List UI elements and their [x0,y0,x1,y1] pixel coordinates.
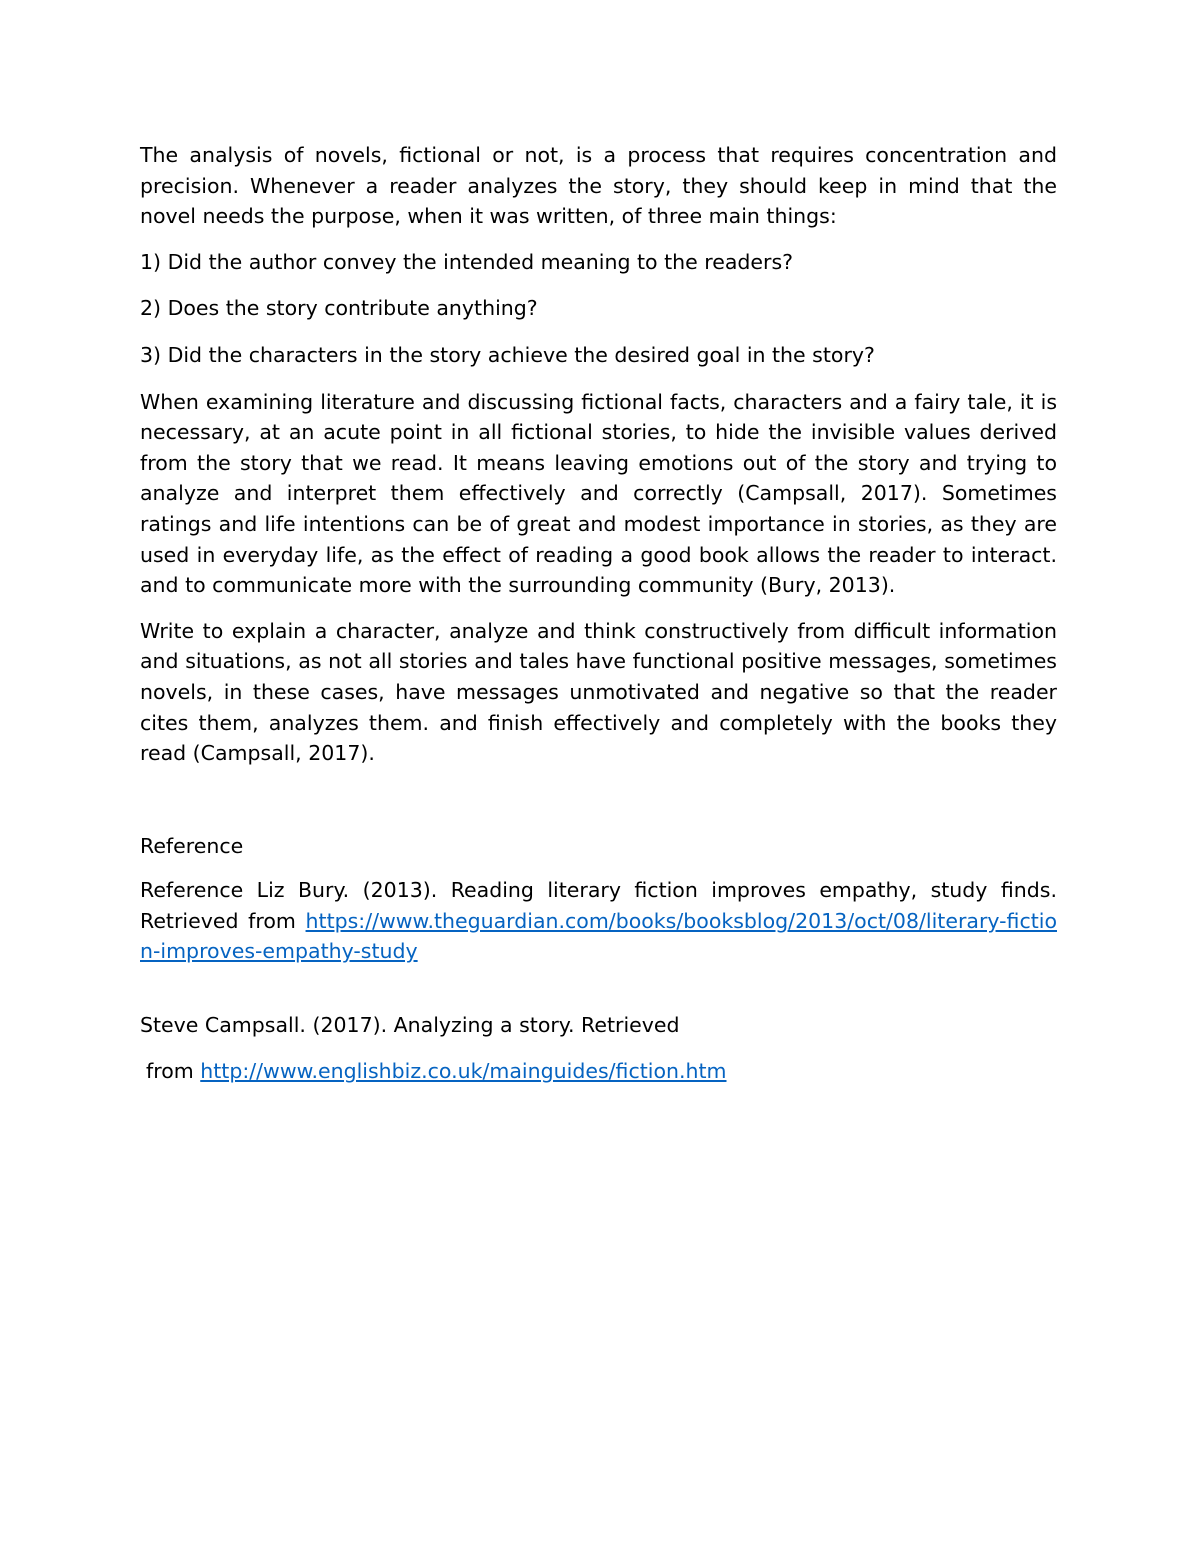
question-text: Did the author convey the intended meaning to the readers? [167,249,794,274]
reference-1-text: Reference Liz Bury. (2013). Reading literary fiction improves empathy, study finds. Retrieved from [140,878,1057,933]
reference-1-link[interactable]: https://www.theguardian.com/books/booksblog/2013/oct/08/literary-fiction-improves-empathy-study [140,908,1057,964]
question-item [140,247,1057,278]
reference-heading: Reference [140,833,244,858]
question-text: Does the story contribute anything? [167,296,538,321]
question-text: Did the characters in the story achieve the desired goal in the story? [167,342,875,367]
question-number: 3) [140,342,162,367]
intro-paragraph: The analysis of novels, fictional or not, is a process that requires concentration and precision. Whenever a reader analyzes the story, they should keep in mind that the novel needs the purpose, when it was written, of three main things: [140,143,1057,229]
reference-entry-1 [140,875,1057,967]
question-number: 1) [140,249,162,274]
document-body [140,140,1057,1101]
body-paragraph-2: When examining literature and discussing fictional facts, characters and a fairy tale, it is necessary, at an acute point in all fictional stories, to hide the invisible values derived from the story that we read. It means leaving emotions out of the story and trying to analyze and interpret them effectively and correctly (Campsall, 2017). Sometimes ratings and life intentions can be of great and modest importance in stories, as they are used in everyday life, as the effect of reading a good book allows the reader to interact. and to communicate more with the surrounding community (Bury, 2013). [140,389,1057,598]
body-paragraph-3: Write to explain a character, analyze and think constructively from difficult information and situations, as not all stories and tales have functional positive messages, sometimes novels, in these cases, have messages unmotivated and negative so that the reader cites them, analyzes them. and finish effectively and completely with the books they read (Campsall, 2017). [140,618,1057,766]
reference-2-link[interactable]: http://www.englishbiz.co.uk/mainguides/fiction.htm [200,1058,727,1083]
reference-2-from: from [146,1058,194,1083]
reference-gap [140,982,1057,1010]
question-item [140,293,1057,324]
section-gap [140,784,1057,831]
question-item [140,340,1057,371]
reference-entry-2-source [140,1056,1057,1087]
reference-entry-2: Steve Campsall. (2017). Analyzing a story. Retrieved [140,1013,680,1038]
question-number: 2) [140,296,162,321]
